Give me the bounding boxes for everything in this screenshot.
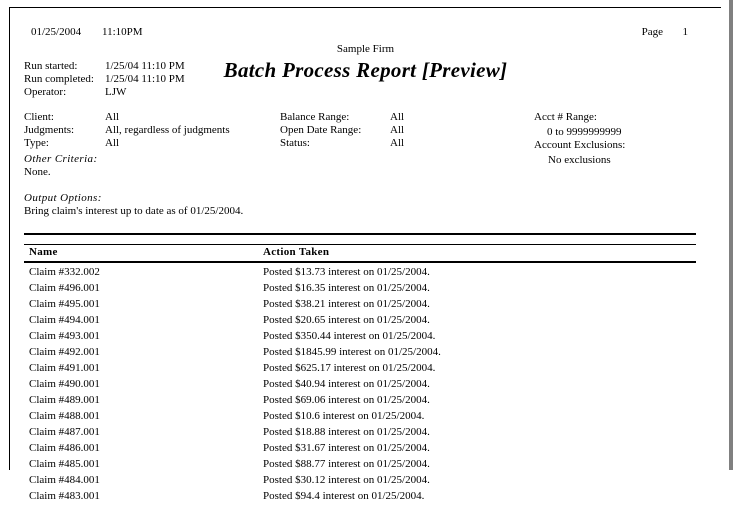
table-row — [10, 378, 721, 394]
cell-name: Claim #332.002 — [29, 266, 100, 278]
report-title: Batch Process Report [Preview] — [223, 58, 508, 82]
table-row — [10, 442, 721, 458]
cell-name: Claim #486.001 — [29, 442, 100, 454]
table-header-top-rule — [24, 244, 696, 245]
report-page — [9, 7, 721, 502]
table-row — [10, 282, 721, 298]
cell-name: Claim #485.001 — [29, 458, 100, 470]
cell-name: Claim #484.001 — [29, 474, 100, 486]
client-label: Client: — [24, 111, 54, 123]
cell-action: Posted $20.65 interest on 01/25/2004. — [263, 314, 430, 326]
table-row — [10, 314, 721, 330]
cell-name: Claim #492.001 — [29, 346, 100, 358]
table-row — [10, 346, 721, 362]
status-label: Status: — [280, 137, 310, 149]
table-row — [10, 298, 721, 314]
page-label: Page — [641, 26, 663, 38]
column-header-action-taken: Action Taken — [263, 246, 330, 258]
table-row — [10, 266, 721, 282]
judgments-label: Judgments: — [24, 124, 75, 136]
cell-name: Claim #496.001 — [29, 282, 100, 294]
operator-label: Operator: — [24, 86, 67, 98]
cell-action: Posted $18.88 interest on 01/25/2004. — [263, 426, 430, 438]
window-frame-right-inner — [721, 0, 729, 470]
account-exclusions-label: Account Exclusions: — [534, 139, 626, 151]
cell-name: Claim #494.001 — [29, 314, 100, 326]
cell-action: Posted $350.44 interest on 01/25/2004. — [263, 330, 436, 342]
cell-name: Claim #495.001 — [29, 298, 100, 310]
table-row — [10, 410, 721, 426]
report-content — [10, 8, 721, 502]
window-frame-top — [0, 0, 733, 7]
cell-action: Posted $30.12 interest on 01/25/2004. — [263, 474, 430, 486]
table-row — [10, 394, 721, 410]
acct-range-label: Acct # Range: — [534, 111, 597, 123]
run-completed-label: Run completed: — [24, 73, 94, 85]
table-header-bottom-rule — [24, 261, 696, 263]
open-date-range-label: Open Date Range: — [280, 124, 362, 136]
cell-action: Posted $94.4 interest on 01/25/2004. — [263, 490, 425, 502]
run-started-label: Run started: — [24, 60, 78, 72]
cell-action: Posted $16.35 interest on 01/25/2004. — [263, 282, 430, 294]
firm-name: Sample Firm — [336, 43, 395, 55]
window-frame-left — [0, 0, 9, 470]
table-row — [10, 458, 721, 474]
cell-name: Claim #491.001 — [29, 362, 100, 374]
cell-name: Claim #488.001 — [29, 410, 100, 422]
cell-action: Posted $13.73 interest on 01/25/2004. — [263, 266, 430, 278]
balance-range-label: Balance Range: — [280, 111, 350, 123]
balance-range-value: All — [390, 111, 405, 123]
page-number: 1 — [682, 26, 688, 38]
open-date-range-value: All — [390, 124, 405, 136]
acct-range-value: 0 to 9999999999 — [547, 126, 622, 138]
cell-name: Claim #489.001 — [29, 394, 100, 406]
cell-action: Posted $38.21 interest on 01/25/2004. — [263, 298, 430, 310]
cell-action: Posted $31.67 interest on 01/25/2004. — [263, 442, 430, 454]
cell-action: Posted $625.17 interest on 01/25/2004. — [263, 362, 436, 374]
cell-action: Posted $40.94 interest on 01/25/2004. — [263, 378, 430, 390]
report-time: 11:10PM — [102, 26, 143, 38]
table-row — [10, 490, 721, 506]
column-header-name: Name — [29, 246, 58, 258]
cell-name: Claim #487.001 — [29, 426, 100, 438]
cell-name: Claim #483.001 — [29, 490, 100, 502]
table-row — [10, 426, 721, 442]
cell-name: Claim #493.001 — [29, 330, 100, 342]
cell-action: Posted $88.77 interest on 01/25/2004. — [263, 458, 430, 470]
table-row — [10, 474, 721, 490]
client-value: All — [105, 111, 120, 123]
cell-action: Posted $69.06 interest on 01/25/2004. — [263, 394, 430, 406]
type-value: All — [105, 137, 120, 149]
status-value: All — [390, 137, 405, 149]
run-completed-value: 1/25/04 11:10 PM — [105, 73, 185, 85]
output-options-label: Output Options: — [24, 192, 102, 204]
table-body — [10, 266, 721, 506]
other-criteria-value: None. — [24, 166, 51, 178]
cell-action: Posted $1845.99 interest on 01/25/2004. — [263, 346, 441, 358]
type-label: Type: — [24, 137, 49, 149]
run-started-value: 1/25/04 11:10 PM — [105, 60, 185, 72]
cell-name: Claim #490.001 — [29, 378, 100, 390]
account-exclusions-value: No exclusions — [548, 154, 611, 166]
cell-action: Posted $10.6 interest on 01/25/2004. — [263, 410, 425, 422]
other-criteria-label: Other Criteria: — [24, 153, 98, 165]
report-date: 01/25/2004 — [31, 26, 82, 38]
table-row — [10, 330, 721, 346]
table-row — [10, 362, 721, 378]
operator-value: LJW — [105, 86, 127, 98]
divider-above-table — [24, 233, 696, 235]
judgments-value: All, regardless of judgments — [105, 124, 230, 136]
output-options-value: Bring claim's interest up to date as of 01/25/2004. — [24, 205, 244, 217]
